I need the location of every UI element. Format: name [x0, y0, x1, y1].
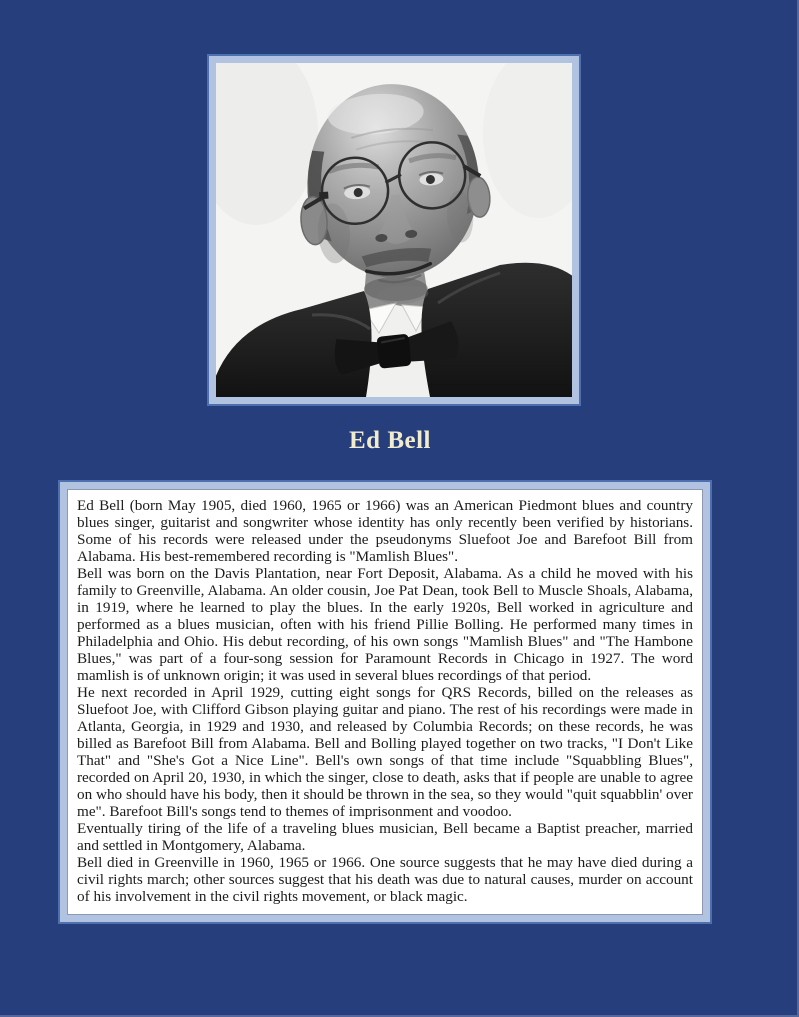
page-title: Ed Bell: [349, 427, 431, 454]
ed-bell-portrait-icon: [216, 63, 572, 397]
bio-paragraph-2: Bell was born on the Davis Plantation, near Fort Deposit, Alabama. As a child he moved with his family to Greenville, Alabama. An older cousin, Joe Pat Dean, took Bell to Muscle Shoals, Alabama, in 1919, where he learned to play the blues. In the early 1920s, Bell worked in agriculture and performed as a blues musician, often with his friend Pillie Bolling. He performed many times in Philadelphia and Ohio. His debut recording, of his own songs "Mamlish Blues" and "The Hambone Blues," was part of a four-song session for Paramount Records in Chicago in 1927. The word mamlish is of unknown origin; it was used in several blues recordings of that period.: [77, 565, 693, 684]
bio-text: [67, 489, 703, 915]
bio-paragraph-3: He next recorded in April 1929, cutting eight songs for QRS Records, billed on the releases as Sluefoot Joe, with Clifford Gibson playing guitar and piano. The rest of his recordings were made in Atlanta, Georgia, in 1929 and 1930, and released by Columbia Records; on these records, he was billed as Barefoot Bill from Alabama. Bell and Bolling played together on two tracks, "I Don't Like That" and "She's Got a Nice Line". Bell's own songs of that time include "Squabbling Blues", recorded on April 20, 1930, in which the singer, close to death, asks that if people are unable to agree on who should have his body, then it should be thrown in the sea, so they would "quit squabblin' over me". Barefoot Bill's songs tend to themes of imprisonment and voodoo.: [77, 684, 693, 820]
photo-frame: [207, 54, 581, 406]
portrait-photo: [216, 63, 572, 397]
bio-paragraph-4: Eventually tiring of the life of a traveling blues musician, Bell became a Baptist preacher, married and settled in Montgomery, Alabama.: [77, 820, 693, 854]
bio-box: [58, 480, 712, 924]
bio-paragraph-5: Bell died in Greenville in 1960, 1965 or 1966. One source suggests that he may have died during a civil rights march; other sources suggest that his death was due to natural causes, murder on account of his involvement in the civil rights movement, or black magic.: [77, 854, 693, 905]
bio-paragraph-1: Ed Bell (born May 1905, died 1960, 1965 or 1966) was an American Piedmont blues and country blues singer, guitarist and songwriter whose identity has only recently been verified by historians. Some of his records were released under the pseudonyms Sluefoot Joe and Barefoot Bill from Alabama. His best-remembered recording is "Mamlish Blues".: [77, 497, 693, 565]
